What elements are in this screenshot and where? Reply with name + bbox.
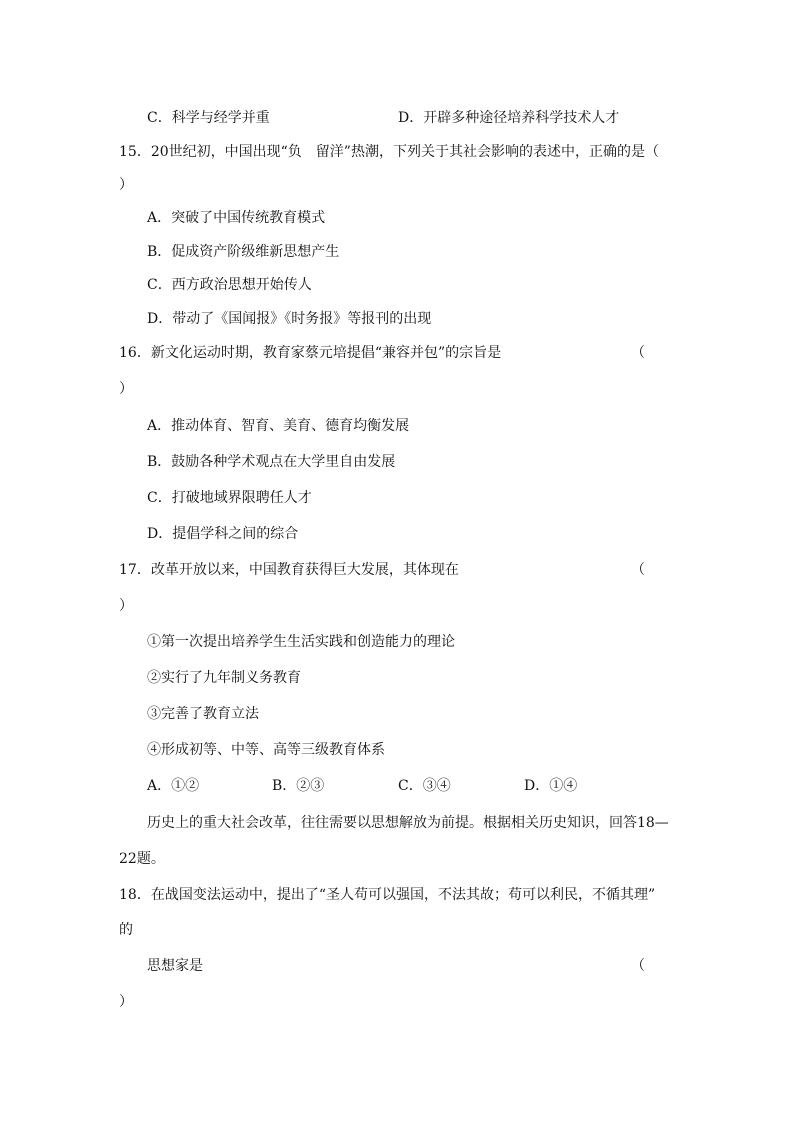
q17-option-d: D．①④ xyxy=(524,778,578,794)
q16-option-c: C．打破地域界限聘任人才 xyxy=(147,490,312,506)
q14-option-c: C．科学与经学并重 xyxy=(147,110,270,126)
q16-option-d: D．提倡学科之间的综合 xyxy=(147,526,299,542)
q17-stem: 17．改革开放以来，中国教育获得巨大发展，其体现在 xyxy=(119,562,459,578)
q17-paren-close: ） xyxy=(119,598,133,614)
q16-option-a: A．推动体育、智育、美育、德育均衡发展 xyxy=(147,418,410,434)
q18-paren-open: （ xyxy=(631,958,645,974)
q15-option-b: B．促成资产阶级维新思想产生 xyxy=(147,244,340,260)
q18-stem: 18．在战国变法运动中，提出了“圣人苟可以强国，不法其故；苟可以利民，不循其理” xyxy=(119,887,656,903)
q18-stem-end: 思想家是 xyxy=(147,958,203,974)
q17-option-b: B．②③ xyxy=(272,778,325,794)
q17-paren-open: （ xyxy=(631,562,645,578)
q14-option-d: D．开辟多种途径培养科学技术人才 xyxy=(398,110,620,126)
q15-option-c: C．西方政治思想开始传人 xyxy=(147,277,312,293)
q16-paren-open: （ xyxy=(631,345,645,361)
q17-statement-3: ③完善了教育立法 xyxy=(147,706,259,722)
q17-statement-2: ②实行了九年制义务教育 xyxy=(147,670,301,686)
q16-option-b: B．鼓励各种学术观点在大学里自由发展 xyxy=(147,454,396,470)
q15-paren-close: ） xyxy=(119,177,133,193)
q18-paren-close: ） xyxy=(119,994,133,1010)
q17-statement-1: ①第一次提出培养学生生活实践和创造能力的理论 xyxy=(147,634,455,650)
q18-stem-cont: 的 xyxy=(119,922,133,938)
q15-option-d: D．带动了《国闻报》《时务报》等报刊的出现 xyxy=(147,311,432,327)
q16-stem: 16．新文化运动时期，教育家蔡元培提倡“兼容并包”的宗旨是 xyxy=(119,345,502,361)
q16-paren-close: ） xyxy=(119,381,133,397)
q17-option-c: C．③④ xyxy=(398,778,451,794)
q15-option-a: A．突破了中国传统教育模式 xyxy=(147,210,326,226)
q17-statement-4: ④形成初等、中等、高等三级教育体系 xyxy=(147,742,385,758)
q15-stem: 15．20世纪初，中国出现“负 留洋”热潮，下列关于其社会影响的表述中，正确的是（ xyxy=(119,144,659,160)
section-intro-cont: 22题。 xyxy=(119,851,165,867)
q17-option-a: A．①② xyxy=(147,778,200,794)
section-intro: 历史上的重大社会改革，往往需要以思想解放为前提。根据相关历史知识，回答18— xyxy=(147,815,669,831)
